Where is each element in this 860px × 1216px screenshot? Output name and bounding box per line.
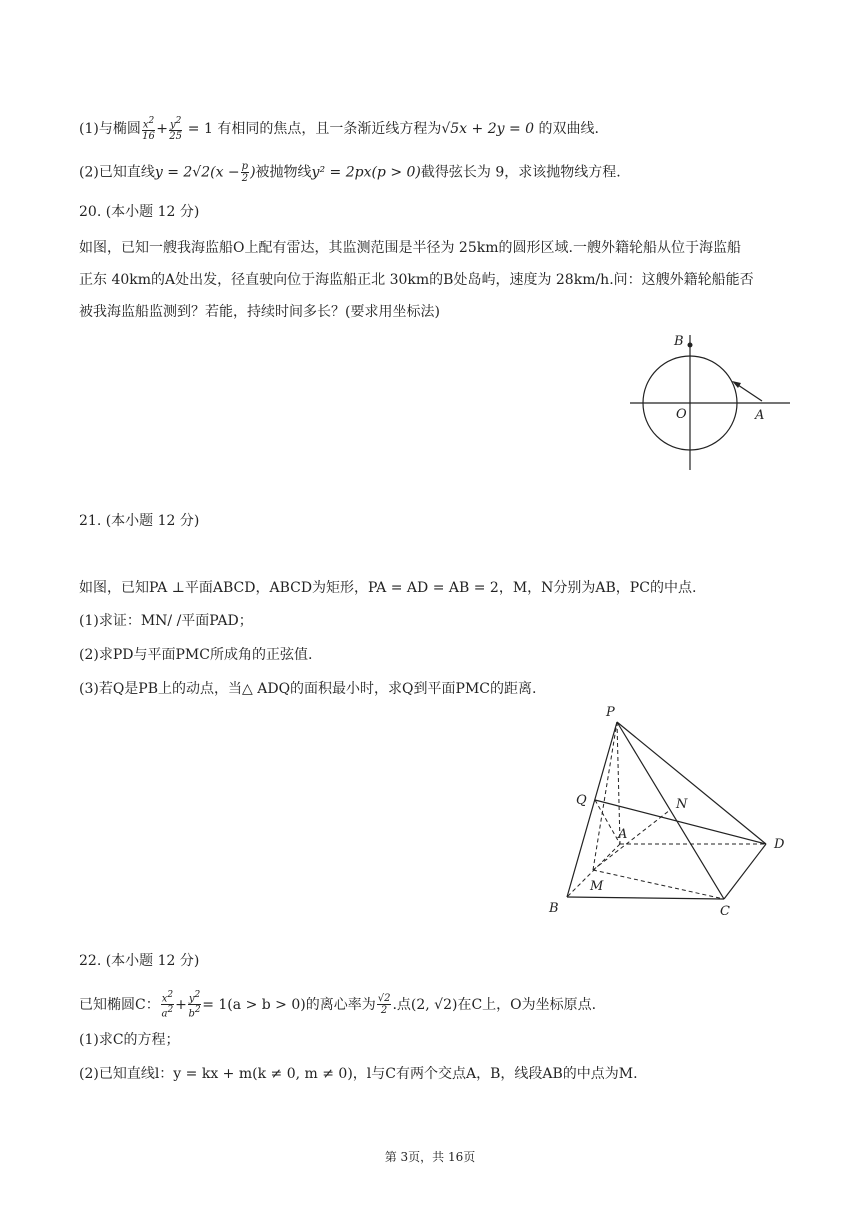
label-a: A: [618, 827, 628, 842]
label-a: A: [755, 408, 765, 423]
q22-header: 22. (本小题 12 分): [79, 953, 200, 969]
label-m: M: [590, 879, 604, 894]
q20-text-2: 正东 40km的A处出发，径直驶向位于海监船正北 30km的B处岛屿，速度为 28km/h.问：这艘外籍轮船能否: [79, 272, 754, 288]
q21-text: 如图，已知PA ⊥平面ABCD，ABCD为矩形，PA = AD = AB = 2，M，N分别为AB，PC的中点.: [79, 580, 697, 596]
label-b: B: [549, 901, 559, 916]
q20-header: 20. (本小题 12 分): [79, 204, 200, 220]
edge-bc: [567, 897, 724, 899]
page-footer: 第 3页，共 16页: [384, 1150, 476, 1164]
q22-text: 已知椭圆C： $\frac{x^2}{a^2}$ + $\frac{y^2}{b^2}$ = 1(a > b > 0)的离心率为 $\frac{√2}{2}$ .点(2, √2)在C上，O为坐标原点.: [79, 990, 597, 1020]
edge-pd: [617, 722, 766, 844]
edge-pa: [617, 722, 620, 844]
q20-text-3: 被我海监船监测到？若能，持续时间多长？(要求用坐标法): [79, 304, 440, 320]
segment-mn: [593, 810, 670, 870]
label-p: P: [606, 705, 615, 720]
label-q: Q: [576, 793, 587, 808]
label-n: N: [676, 797, 688, 812]
q19-part1: (1)与椭圆 $\frac{x^2}{16}$ + $\frac{y^2}{25}$ = 1 有相同的焦点，且一条渐近线方程为√5x + 2y = 0 的双曲线.: [79, 116, 599, 143]
label-b: B: [674, 334, 684, 349]
q21-part1: (1)求证：MN/ /平面PAD；: [79, 613, 253, 629]
q21-part3: (3)若Q是PB上的动点，当△ ADQ的面积最小时，求Q到平面PMC的距离.: [79, 681, 537, 697]
point-b: [688, 343, 693, 348]
q20-radar-figure: [620, 325, 800, 475]
segment-mc: [593, 870, 724, 899]
q21-pyramid-figure: [540, 700, 800, 922]
edge-pb: [567, 722, 617, 897]
segment-pm: [593, 722, 617, 870]
edge-cd: [724, 844, 766, 899]
q21-part2: (2)求PD与平面PMC所成角的正弦值.: [79, 647, 313, 663]
q20-text-1: 如图，已知一艘我海监船O上配有雷达，其监测范围是半径为 25km的圆形区域.一艘外籍轮船从位于海监船: [79, 240, 741, 256]
edge-pc: [617, 722, 724, 899]
label-o: O: [676, 407, 687, 422]
segment-qa: [595, 800, 620, 844]
q19-part2: (2)已知直线y = 2√2(x − $\frac{p}{2}$ )被抛物线y² = 2px(p > 0)截得弦长为 9，求该抛物线方程.: [79, 161, 621, 184]
q22-part2: (2)已知直线l：y = kx + m(k ≠ 0, m ≠ 0)，l与C有两个交点A，B，线段AB的中点为M.: [79, 1066, 638, 1082]
fraction: $\frac{x^2}{16}$: [142, 116, 155, 143]
label-c: C: [720, 904, 730, 919]
label-d: D: [774, 837, 785, 852]
q22-part1: (1)求C的方程；: [79, 1032, 180, 1048]
q21-header: 21. (本小题 12 分): [79, 513, 200, 529]
